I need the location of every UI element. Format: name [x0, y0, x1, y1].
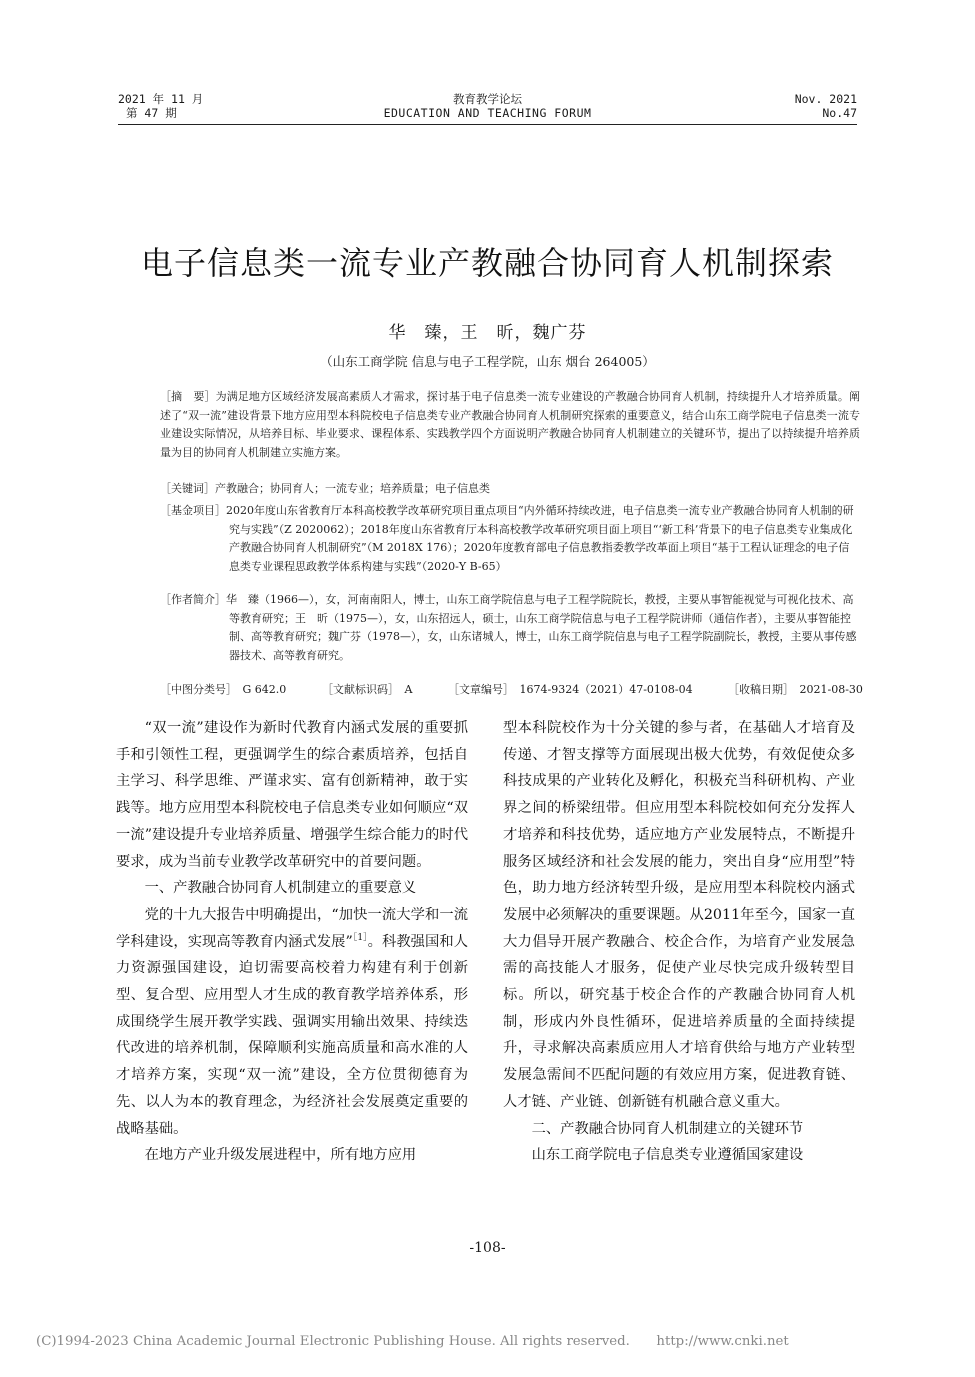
document-code: ［文献标识码］ A [322, 683, 413, 696]
body-column-right [503, 715, 855, 1169]
header-date-cn: 2021 年 11 月 [118, 92, 204, 106]
abstract-text: 为满足地方区域经济发展高素质人才需求，探讨基于电子信息类一流专业建设的产教融合协同育人机制，持续提升人才培养质量。阐述了“双一流”建设背景下地方应用型本科院校电子信息类专业产教融合协同育人机制研究探索的重要意义，结合山东工商学院电子信息类一流专业建设实际情况，从培养目标、毕业要求、课程体系、实践教学四个方面说明产教融合协同育人机制建立的关键环节，提出了以持续提升培养质量为目的协同育人机制建立实施方案。 [160, 390, 861, 459]
page-number: -108- [469, 1240, 506, 1256]
keywords-text: 产教融合；协同育人；一流专业；培养质量；电子信息类 [215, 482, 490, 495]
body-paragraph: 山东工商学院电子信息类专业遵循国家建设 [531, 1147, 804, 1164]
header-issue-cn: 第 47 期 [126, 106, 177, 120]
author-info-text: 华 臻（1966—），女，河南南阳人，博士，山东工商学院信息与电子工程学院院长，教授，主要从事智能视觉与可视化技术、高等教育研究；王 昕（1975—），女，山东招远人，硕士，山东工商学院信息与电子工程学院讲师（通信作者），主要从事智能控制、高等教育研究；魏广芬（1978—），女，山东诸城人，博士，山东工商学院信息与电子工程学院副院长，教授，主要从事传感器技术、高等教育研究。 [226, 593, 857, 662]
fund-label: ［基金项目］ [160, 504, 226, 517]
header-right [795, 92, 857, 120]
copyright-footer: (C)1994-2023 China Academic Journal Electronic Publishing House. All rights reserved. http://www.cnki.net [36, 1334, 789, 1349]
clc-number: ［中图分类号］ G 642.0 [160, 683, 287, 696]
article-title: 电子信息类一流专业产教融合协同育人机制探索 [140, 244, 834, 282]
keywords-block [160, 480, 860, 499]
header-issue-en: No.47 [822, 106, 857, 120]
author-info-content [160, 591, 860, 665]
abstract-block [160, 388, 860, 462]
section-heading-1: 一、产教融合协同育人机制建立的重要意义 [144, 880, 417, 897]
section-heading-2: 二、产教融合协同育人机制建立的关键环节 [531, 1120, 804, 1137]
fund-text: 2020年度山东省教育厅本科高校教学改革研究项目重点项目“内外循环持续改进，电子信息类一流专业产教融合协同育人机制的研究与实践”（Z 2020062）；2018年度山东省教育厅本科高校教学改革研究项目面上项目“‘新工科’背景下的电子信息类专业集成化产教融合协同育人机制研究”（M 2018X 176）；2020年度教育部电子信息教指委教学改革面上项目“基于工程认证理念的电子信息类专业课程思政教学体系构建与实践”（2020-Y B-65） [226, 504, 854, 573]
author-affiliation: （山东工商学院 信息与电子工程学院，山东 烟台 264005） [320, 354, 655, 369]
body-paragraph: 在地方产业升级发展进程中，所有地方应用 [144, 1147, 417, 1164]
running-header [118, 92, 857, 132]
fund-block [160, 502, 860, 576]
body-paragraph: 型本科院校作为十分关键的参与者，在基础人才培育及传递、才智支撑等方面展现出极大优势，有效促使众多科技成果的产业转化及孵化，积极充当科研机构、产业界之间的桥梁纽带。但应用型本科院校如何充分发挥人才培养和科技优势，适应地方产业发展特点，不断提升服务区域经济和社会发展的能力，突出自身“应用型”特色，助力地方经济转型升级，是应用型本科院校内涵式发展中必须解决的重要课题。从2011年至今，国家一直大力倡导开展产教融合、校企合作，为培育产业发展急需的高技能人才服务，促使产业尽快完成升级转型目标。所以，研究基于校企合作的产教融合协同育人机制，形成内外良性循环，促进培养质量的全面持续提升，寻求解决高素质应用人才培育供给与地方产业转型发展急需间不匹配问题的有效应用方案，促进教育链、人才链、产业链、创新链有机融合意义重大。 [503, 720, 855, 1110]
article-number: ［文章编号］ 1674-9324（2021）47-0108-04 [448, 683, 693, 696]
author-info-label: ［作者简介］ [160, 593, 226, 606]
header-journal [118, 92, 857, 120]
body-paragraph: “双一流”建设作为新时代教育内涵式发展的重要抓手和引领性工程，更强调学生的综合素质培养，包括自主学习、科学思维、严谨求实、富有创新精神，敢于实践等。地方应用型本科院校电子信息类专业如何顺应“双一流”建设提升专业培养质量、增强学生综合能力的时代要求，成为当前专业教学改革研究中的首要问题。 [116, 720, 468, 870]
body-text: 。科教强国和人力资源强国建设，迫切需要高校着力构建有利于创新型、复合型、应用型人才生成的教育教学培养体系，形成围绕学生展开教学实践、强调实用输出效果、持续迭代改进的培养机制，保障顺利实施高质量和高水准的人才培养方案，实现“双一流”建设，全方位贯彻德育为先、以人为本的教育理念，为经济社会发展奠定重要的战略基础。 [116, 933, 468, 1137]
header-rule [118, 124, 857, 125]
fund-content [160, 502, 860, 576]
citation-ref: ［1］ [352, 932, 368, 943]
article-authors: 华 臻，王 昕，魏广芬 [388, 323, 587, 343]
keywords-label: ［关键词］ [160, 482, 215, 495]
author-info-block [160, 591, 860, 665]
header-journal-en: EDUCATION AND TEACHING FORUM [383, 106, 592, 120]
abstract-label: ［摘 要］ [160, 390, 216, 403]
header-date-en: Nov. 2021 [794, 92, 857, 106]
body-column-left [116, 715, 468, 1169]
header-journal-cn: 教育教学论坛 [453, 92, 522, 106]
body-paragraph [116, 902, 468, 1142]
received-date: ［收稿日期］ 2021-08-30 [728, 683, 863, 696]
body-text: 党的十九大报告中明确提出，“加快一流大学和一流学科建设，实现高等教育内涵式发展” [116, 906, 468, 950]
